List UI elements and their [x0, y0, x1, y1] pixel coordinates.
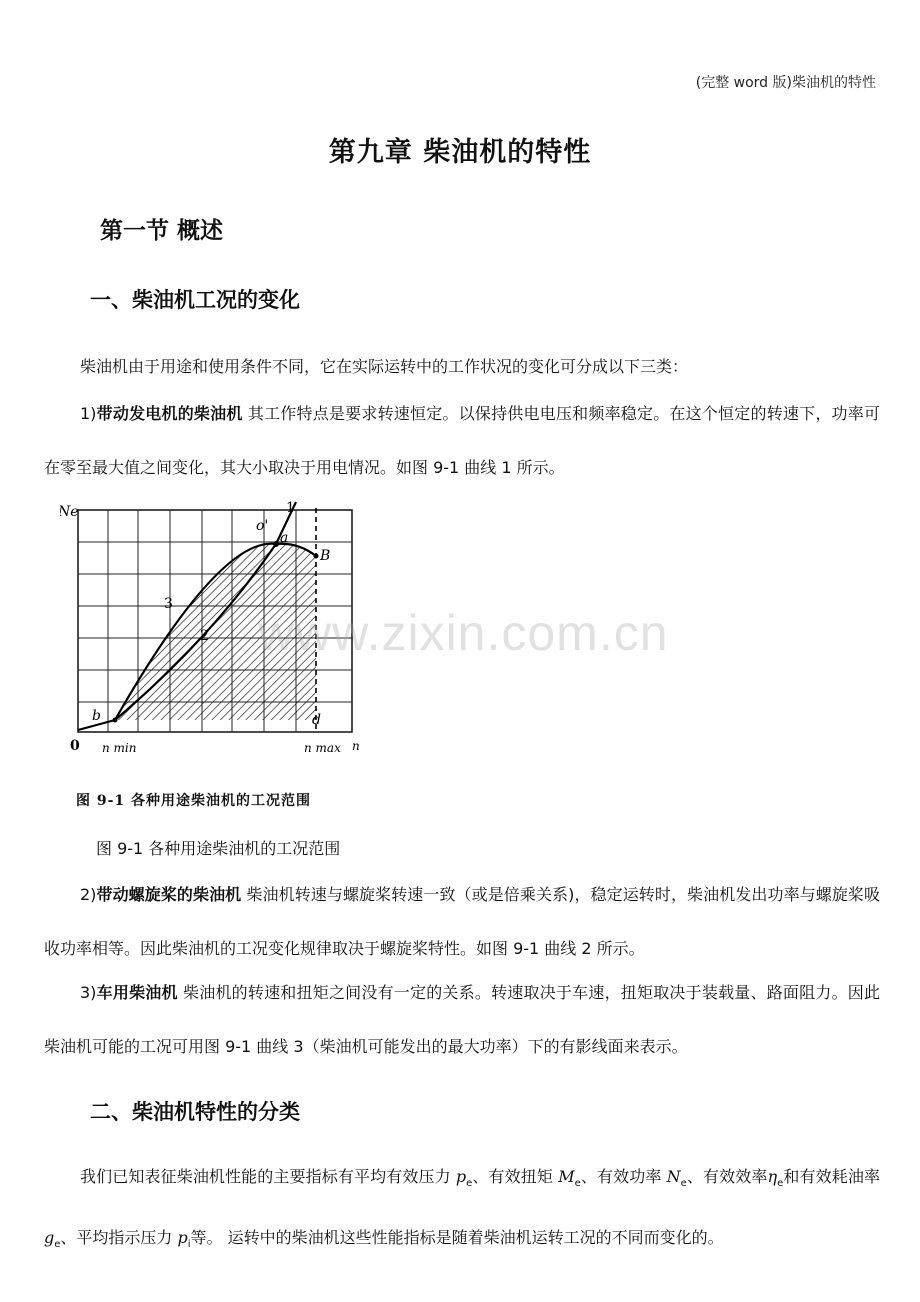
symbol-eta: η [767, 1167, 778, 1186]
item3-paragraph [44, 966, 880, 1074]
figure-caption-scan: 图 9-1 各种用途柴油机的工况范围 [76, 793, 312, 809]
watermark: www.zixin.com.cn [258, 605, 669, 661]
label-curve-2: 2 [200, 628, 209, 644]
section-title: 第一节 概述 [100, 218, 224, 244]
item1-text: 其工作特点是要求转速恒定。以保持供电电压和频率稳定。在这个恒定的转速下，功率可在零至最大值之间变化，其大小取决于用电情况。如图 9-1 曲线 1 所示。 [44, 404, 880, 477]
label-B: B [320, 548, 331, 564]
text-segment: 、有效扭矩 [472, 1167, 559, 1186]
y-axis-label: Ne [60, 504, 79, 520]
item1-label: 带动发电机的柴油机 [96, 404, 243, 423]
item3-text: 柴油机的转速和扭矩之间没有一定的关系。转速取决于车速，扭矩取决于装载量、路面阻力。因此柴油机可能的工况可用图 9-1 曲线 3（柴油机可能发出的最大功率）下的有影线面来表示。 [44, 983, 880, 1056]
label-d: d [312, 712, 321, 728]
text-segment: 和有效耗油率 [783, 1167, 880, 1186]
x-axis-label: n [352, 739, 360, 753]
intro-paragraph: 柴油机由于用途和使用条件不同，它在实际运转中的工作状况的变化可分成以下三类： [80, 357, 689, 376]
text-segment: 、有效功率 [580, 1167, 667, 1186]
text-segment: 我们已知表征柴油机性能的主要指标有平均有效压力 [80, 1167, 456, 1186]
symbol-pi: p [177, 1228, 188, 1248]
subscript: e [466, 1178, 473, 1190]
figure-caption: 图 9-1 各种用途柴油机的工况范围 [96, 839, 341, 858]
label-curve-1: 1 [286, 500, 295, 516]
text-segment: 、有效效率 [686, 1167, 768, 1186]
point-B-marker [314, 554, 319, 559]
item1-number: 1) [80, 404, 97, 423]
subscript: i [187, 1239, 191, 1251]
item2-label: 带动螺旋桨的柴油机 [96, 885, 242, 904]
symbol-Me: M [558, 1167, 575, 1186]
subscript: e [54, 1239, 61, 1251]
text-segment: 、平均指示压力 [60, 1228, 178, 1248]
origin-label: 0 [70, 738, 80, 754]
label-b: b [92, 708, 101, 724]
nmax-label: n max [304, 741, 341, 755]
nmin-label: n min [102, 741, 137, 755]
indicators-paragraph [44, 1150, 880, 1272]
chapter-title: 第九章 柴油机的特性 [328, 137, 592, 168]
subsection-title-2: 二、柴油机特性的分类 [90, 1100, 300, 1124]
label-a: a [280, 530, 289, 546]
point-b-marker [113, 718, 118, 723]
label-curve-3: 3 [164, 596, 173, 612]
point-a-marker [273, 541, 279, 547]
item2-paragraph [44, 868, 880, 976]
item2-number: 2) [80, 885, 97, 904]
subscript: e [680, 1178, 687, 1190]
item1-paragraph [44, 387, 880, 495]
item2-text: 柴油机转速与螺旋桨转速一致（或是倍乘关系)，稳定运转时，柴油机发出功率与螺旋桨吸收功率相等。因此柴油机的工况变化规律取决于螺旋桨特性。如图 9-1 曲线 2 所示。 [44, 885, 880, 958]
item3-label: 车用柴油机 [96, 983, 178, 1002]
subscript: e [574, 1178, 581, 1190]
document-header: (完整 word 版)柴油机的特性 [695, 75, 876, 91]
symbol-pe: p [455, 1167, 467, 1186]
symbol-ge: g [44, 1228, 55, 1248]
subscript: e [777, 1178, 784, 1190]
subsection-title-1: 一、柴油机工况的变化 [90, 288, 300, 312]
item3-number: 3) [80, 983, 97, 1002]
symbol-Ne: N [666, 1167, 681, 1186]
text-segment: 等。 运转中的柴油机这些性能指标是随着柴油机运转工况的不同而变化的。 [190, 1228, 724, 1248]
label-o: o' [256, 518, 269, 534]
